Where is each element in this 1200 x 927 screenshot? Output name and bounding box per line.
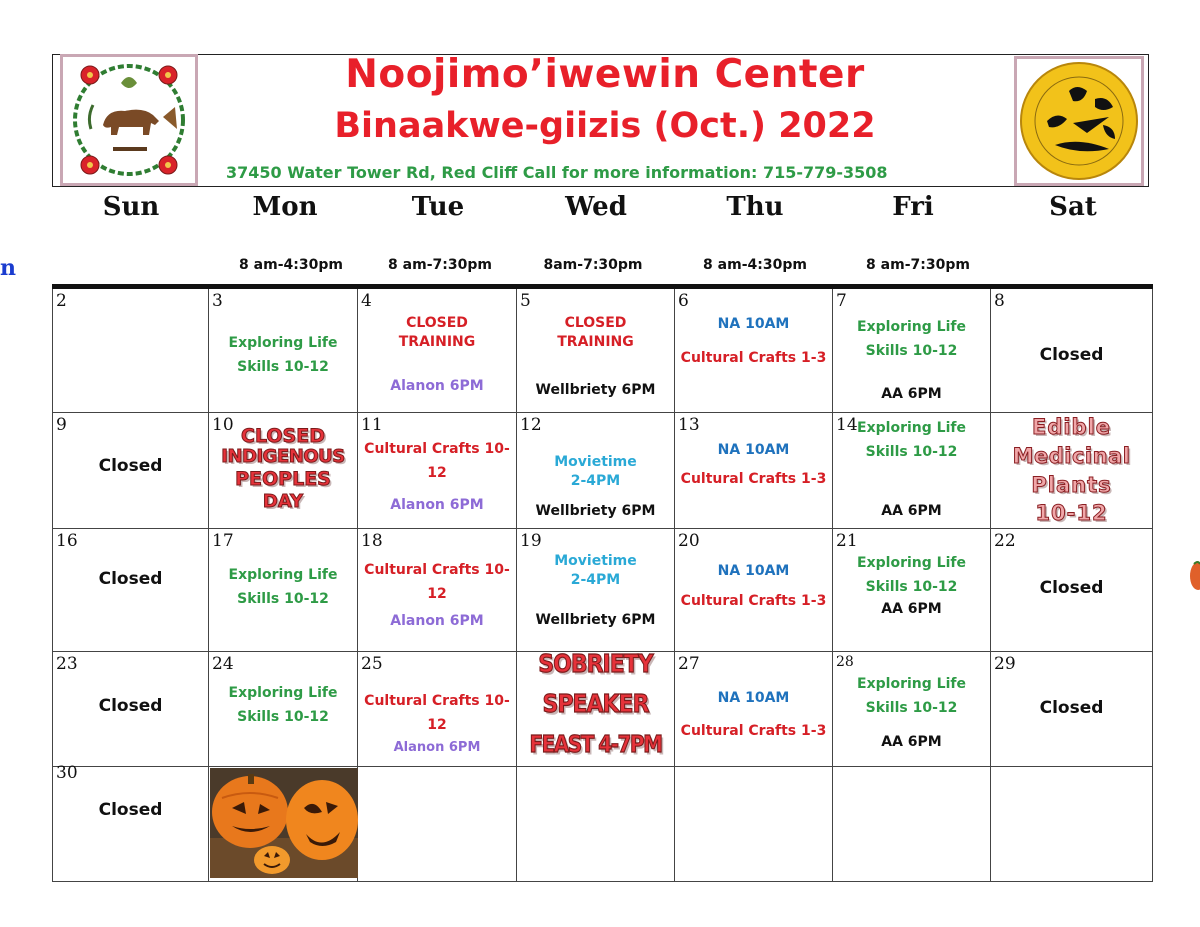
bear-clan-logo-icon	[63, 57, 195, 183]
day-cell	[517, 529, 675, 652]
hours-thu: 8 am-4:30pm	[703, 257, 807, 273]
address-contact-line: 37450 Water Tower Rd, Red Cliff Call for more information: 715-779-3508	[226, 163, 888, 182]
day-header-tue: Tue	[411, 192, 465, 222]
event-text: Skills 10-12	[237, 709, 329, 725]
event-text: Exploring Life	[228, 685, 338, 701]
day-cell	[991, 652, 1153, 767]
day-cell	[358, 529, 517, 652]
event-text: CLOSED	[564, 315, 627, 331]
event-text: 2-4PM	[570, 572, 621, 588]
day-cell	[833, 413, 991, 529]
event-text: Cultural Crafts 10-12	[364, 441, 510, 481]
day-cell	[52, 289, 209, 413]
day-number: 9	[56, 415, 67, 435]
event-text: Skills 10-12	[865, 444, 958, 460]
event-text: Exploring Life	[228, 567, 338, 583]
day-cell-empty	[358, 767, 517, 882]
day-number: 6	[678, 291, 689, 311]
day-number: 10	[212, 415, 234, 435]
day-header-sat: Sat	[1049, 192, 1097, 222]
hours-tue: 8 am-7:30pm	[388, 257, 492, 273]
day-number: 19	[520, 531, 542, 551]
event-text: Cultural Crafts 1-3	[680, 723, 827, 739]
day-cell	[358, 413, 517, 529]
day-number: 23	[56, 654, 78, 674]
wordart-text: FEAST 4-7PM	[529, 730, 662, 758]
day-cell	[209, 767, 358, 882]
event-text: Alanon 6PM	[390, 378, 484, 394]
event-text: Exploring Life	[857, 676, 966, 692]
day-cell-empty	[991, 767, 1153, 882]
jack-o-lantern-pumpkins-image	[210, 768, 358, 878]
event-text: AA 6PM	[881, 386, 942, 402]
day-header-mon: Mon	[252, 192, 318, 222]
event-text: Alanon 6PM	[393, 740, 481, 755]
event-text: Movietime	[554, 454, 637, 470]
event-text: Wellbriety 6PM	[535, 503, 656, 519]
wordart-text: SPEAKER	[542, 690, 649, 719]
day-cell	[517, 652, 675, 767]
wordart-text: PEOPLES	[235, 468, 331, 490]
day-cell	[833, 652, 991, 767]
day-header-sun: Sun	[102, 192, 160, 222]
event-text: Alanon 6PM	[390, 497, 484, 513]
closed-label: Closed	[98, 800, 163, 820]
day-cell-empty	[833, 767, 991, 882]
day-cell	[52, 652, 209, 767]
event-text: Wellbriety 6PM	[535, 612, 656, 628]
event-text: Exploring Life	[857, 319, 966, 335]
day-number: 7	[836, 291, 847, 311]
event-text: Skills 10-12	[237, 591, 329, 607]
closed-label: Closed	[1039, 578, 1104, 598]
day-cell	[52, 529, 209, 652]
day-number: 16	[56, 531, 78, 551]
day-cell	[209, 529, 358, 652]
closed-label: Closed	[1039, 698, 1104, 718]
day-cell	[675, 413, 833, 529]
day-number: 29	[994, 654, 1016, 674]
wordart-text: DAY	[262, 491, 304, 512]
closed-label: Closed	[98, 456, 163, 476]
day-cell	[833, 529, 991, 652]
day-number: 28	[836, 654, 854, 670]
event-text: Skills 10-12	[865, 579, 958, 595]
day-cell	[675, 652, 833, 767]
day-number: 14	[836, 415, 858, 435]
edge-decoration-icon	[1188, 558, 1200, 594]
day-number: 22	[994, 531, 1016, 551]
event-text: CLOSED	[406, 315, 468, 331]
right-logo	[1014, 56, 1144, 186]
day-cell	[991, 289, 1153, 413]
day-cell	[52, 763, 209, 882]
day-cell	[358, 289, 517, 413]
wordart-text: Medicinal	[1012, 444, 1131, 468]
red-cliff-band-seal-icon	[1017, 59, 1141, 183]
hours-fri: 8 am-7:30pm	[866, 257, 970, 273]
day-number: 24	[212, 654, 234, 674]
day-cell	[991, 529, 1153, 652]
day-number: 30	[56, 763, 78, 783]
wordart-text: SOBRIETY	[538, 650, 653, 679]
day-number: 8	[994, 291, 1005, 311]
day-cell	[52, 413, 209, 529]
calendar-grid	[52, 289, 1153, 882]
day-cell	[675, 529, 833, 652]
closed-label: Closed	[98, 696, 163, 716]
day-cell	[517, 289, 675, 413]
event-text: Cultural Crafts 10-12	[364, 693, 510, 733]
event-text: AA 6PM	[881, 734, 942, 750]
day-number: 17	[212, 531, 234, 551]
day-cell	[209, 289, 358, 413]
event-text: Alanon 6PM	[390, 613, 484, 629]
day-cell	[358, 652, 517, 767]
wordart-text: CLOSED	[241, 425, 325, 447]
event-text: Exploring Life	[228, 335, 338, 351]
event-text: TRAINING	[557, 334, 634, 350]
day-cell	[833, 289, 991, 413]
day-cell-empty	[517, 767, 675, 882]
left-logo	[60, 54, 198, 186]
day-number: 21	[836, 531, 858, 551]
hours-wed: 8am-7:30pm	[543, 257, 643, 273]
closed-label: Closed	[98, 569, 163, 589]
event-text: NA 10AM	[717, 563, 790, 579]
day-number: 12	[520, 415, 542, 435]
day-cell	[517, 413, 675, 529]
event-text: 2-4PM	[570, 473, 621, 489]
event-text: Skills 10-12	[237, 359, 329, 375]
event-text: NA 10AM	[717, 442, 790, 458]
day-number: 5	[520, 291, 531, 311]
day-cell	[675, 289, 833, 413]
event-text: Skills 10-12	[865, 343, 958, 359]
event-text: Cultural Crafts 1-3	[680, 471, 827, 487]
wordart-text: INDIGENOUS	[221, 446, 345, 467]
event-text: TRAINING	[398, 334, 476, 350]
day-cell	[991, 413, 1153, 529]
center-title: Noojimo’iwewin Center	[345, 52, 865, 97]
day-cell	[209, 413, 358, 529]
day-number: 20	[678, 531, 700, 551]
event-text: Exploring Life	[857, 555, 966, 571]
day-number: 4	[361, 291, 372, 311]
event-text: AA 6PM	[881, 503, 942, 519]
event-text: Cultural Crafts 1-3	[680, 350, 827, 366]
day-cell	[209, 652, 358, 767]
wordart-text: Edible	[1031, 415, 1112, 439]
event-text: Exploring Life	[857, 420, 966, 436]
day-number: 3	[212, 291, 223, 311]
hours-mon: 8 am-4:30pm	[239, 257, 343, 273]
day-number: 25	[361, 654, 383, 674]
month-title: Binaakwe-giizis (Oct.) 2022	[334, 106, 876, 146]
wordart-text: Plants	[1031, 473, 1112, 497]
event-text: Movietime	[554, 553, 637, 569]
closed-label: Closed	[1039, 345, 1104, 365]
day-header-thu: Thu	[726, 192, 784, 222]
day-header-fri: Fri	[892, 192, 934, 222]
day-number: 18	[361, 531, 383, 551]
event-text: AA 6PM	[881, 601, 942, 617]
event-text: NA 10AM	[717, 316, 790, 332]
event-text: NA 10AM	[717, 690, 790, 706]
day-number: 2	[56, 291, 67, 311]
day-number: 13	[678, 415, 700, 435]
day-cell-empty	[675, 767, 833, 882]
event-text: Cultural Crafts 1-3	[680, 593, 827, 609]
day-number: 11	[361, 415, 383, 435]
edge-text-fragment: n	[0, 255, 16, 281]
day-number: 27	[678, 654, 700, 674]
wordart-text: 10-12	[1035, 501, 1108, 525]
event-text: Skills 10-12	[865, 700, 958, 716]
event-text: Wellbriety 6PM	[535, 382, 656, 398]
day-header-wed: Wed	[565, 192, 627, 222]
event-text: Cultural Crafts 10-12	[364, 562, 510, 602]
